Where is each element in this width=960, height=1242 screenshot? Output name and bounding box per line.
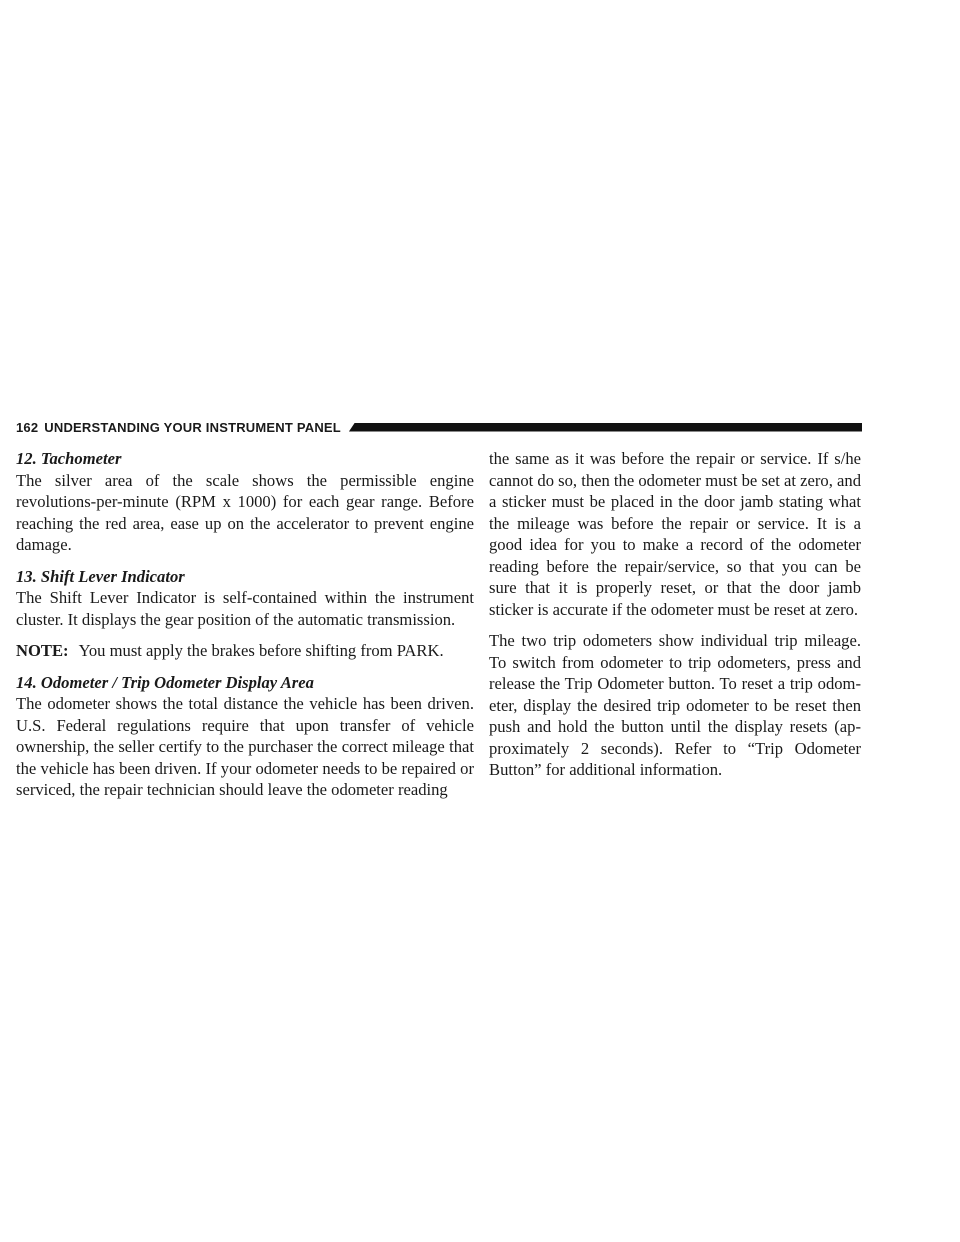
page-number: 162 [16,419,39,435]
header-rule [349,423,862,432]
trip-odometer-paragraph: The two trip odometers show individual trip mileage. To switch from odometer to trip odometers, press and release the Trip Odometer button. To reset a trip odom-eter, display the desired trip odometer to be reset then push and hold the button until the display resets (ap-proximately 2 seconds). Refer to “Trip Odometer Button” for additional information. [489,631,861,779]
tachometer-heading: 12. Tachometer [16,449,122,468]
note-paragraph [16,640,474,662]
odometer-body: The odometer shows the total distance the vehicle has been driven. U.S. Federal regulations require that upon transfer of vehicle ownership, the seller certify to the purchaser the correct mileage that the vehicle has been driven. If your odometer needs to be repaired or serviced, the repair technician should leave the odometer reading [16,694,474,799]
tachometer-section [16,448,474,556]
note-label: NOTE: [16,641,69,660]
section-title: UNDERSTANDING YOUR INSTRUMENT PANEL [44,419,341,435]
right-column [489,448,861,791]
left-column [16,448,474,811]
shift-lever-body: The Shift Lever Indicator is self-contained within the instrument cluster. It displays the gear position of the automatic transmission. [16,588,474,629]
odometer-heading: 14. Odometer / Trip Odometer Display Area [16,672,314,692]
odometer-continuation: the same as it was before the repair or service. If s/he cannot do so, then the odometer must be set at zero, and a sticker must be placed in the door jamb stating what the mileage was before the repair or service. It is a good idea for you to make a record of the odometer reading before the repair/service, so that you can be sure that it is properly reset, or that the door jamb sticker is accurate if the odometer must be reset at zero. [489,449,861,619]
shift-lever-heading: 13. Shift Lever Indicator [16,566,185,586]
note-body: You must apply the brakes before shifting from PARK. [78,641,444,660]
page-header [16,418,862,436]
odometer-section [16,672,474,801]
tachometer-body: The silver area of the scale shows the permissible engine revolutions-per-minute (RPM x 1000) for each gear range. Before reaching the red area, ease up on the accelerator to prevent engine damage. [16,470,474,554]
shift-lever-section [16,566,474,631]
